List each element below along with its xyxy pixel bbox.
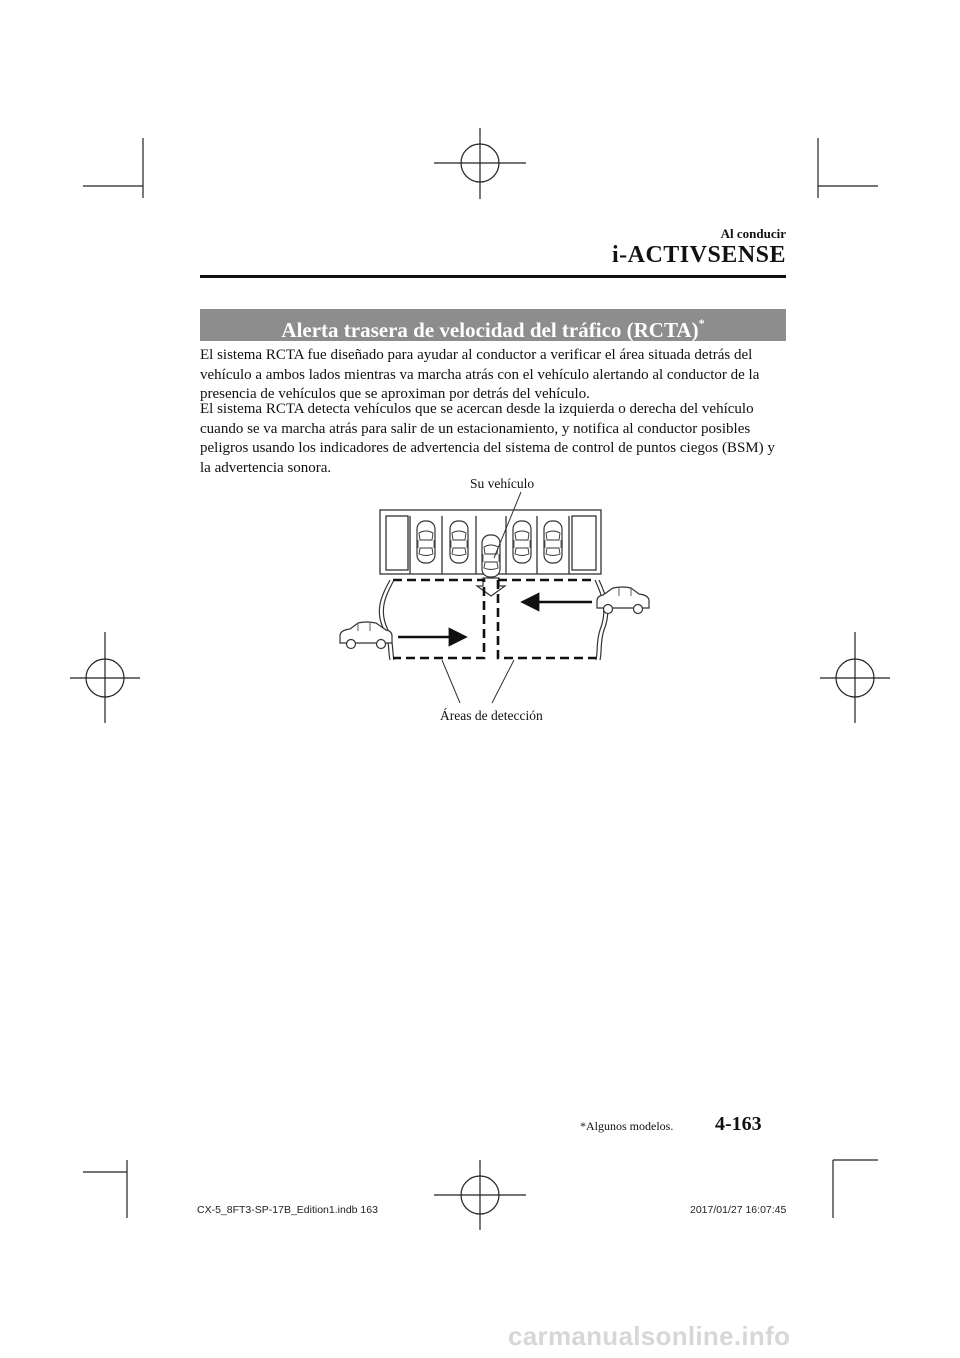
body-paragraph-2: El sistema RCTA detecta vehículos que se acercan desde la izquierda o derecha del vehículo cuando se va marcha atrás para salir de un estacionamiento, y notifica al conductor posibles peligros usando los indicadores de advertencia del sistema de control de puntos ciegos (BSM) y la advertencia sonora. [200, 401, 775, 476]
section-banner [200, 309, 786, 341]
road-edge-right [595, 580, 604, 660]
imprint-file: CX-5_8FT3-SP-17B_Edition1.indb 163 [197, 1204, 378, 1216]
registration-mark-top [434, 128, 526, 199]
body-paragraph-1: El sistema RCTA fue diseñado para ayudar al conductor a verificar el área situada detrás del vehículo a ambos lados mientras va marcha atrás con el vehículo alertando al conductor de la presencia de vehículos que se aproximan por detrás del vehículo. [200, 347, 760, 402]
parked-car-3 [513, 521, 531, 563]
chapter-title: i-ACTIVSENSE [611, 242, 786, 268]
parked-car-1 [417, 521, 435, 563]
banner-asterisk: * [698, 316, 705, 330]
rcta-diagram [320, 470, 665, 730]
parked-car-4 [544, 521, 562, 563]
registration-mark-bottom [434, 1160, 526, 1230]
registration-mark-right [820, 632, 890, 723]
label-su-vehiculo: Su vehículo [470, 476, 535, 491]
imprint-date: 2017/01/27 16:07:45 [690, 1204, 787, 1216]
own-vehicle [482, 535, 500, 577]
page-number: 4-163 [715, 1113, 762, 1135]
approaching-car-right [597, 587, 649, 614]
section-label: Al conducir [720, 226, 786, 241]
registration-mark-left [70, 632, 140, 723]
approaching-car-left [340, 622, 392, 649]
footnote: *Algunos modelos. [580, 1119, 674, 1133]
parked-car-2 [450, 521, 468, 563]
header-rule [200, 275, 786, 278]
leader-area-right [492, 660, 514, 703]
label-areas-deteccion: Áreas de detección [440, 708, 543, 723]
watermark: carmanualsonline.info [508, 1321, 791, 1351]
leader-area-left [442, 660, 460, 703]
banner-title: Alerta trasera de velocidad del tráfico (RCTA) [281, 318, 699, 342]
